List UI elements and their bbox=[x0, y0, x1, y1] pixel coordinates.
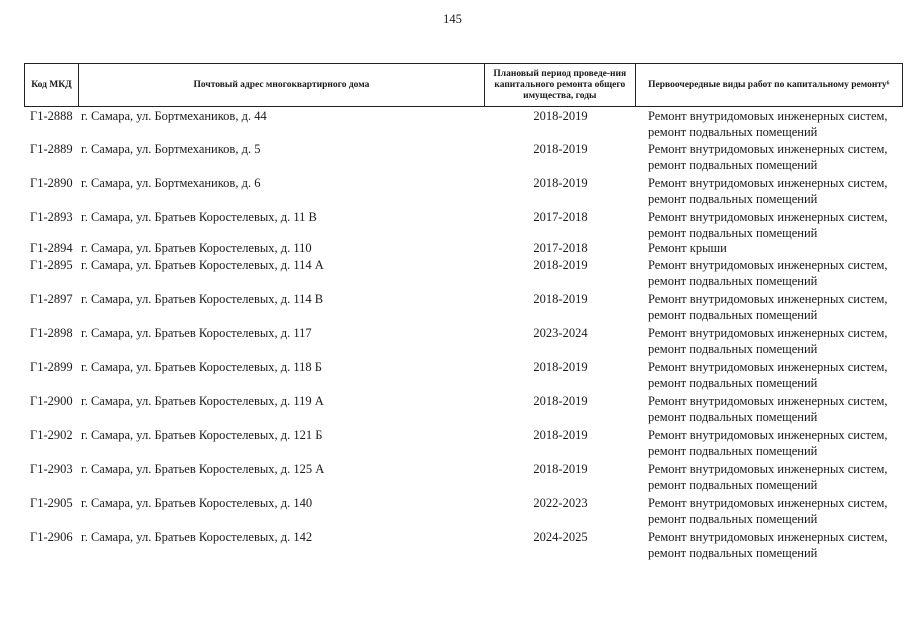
row-code: Г1-2905 bbox=[30, 496, 73, 510]
row-works-line: Ремонт внутридомовых инженерных систем, bbox=[648, 360, 888, 374]
row-works-line: ремонт подвальных помещений bbox=[648, 192, 818, 206]
row-works-line: ремонт подвальных помещений bbox=[648, 546, 818, 560]
row-code: Г1-2902 bbox=[30, 428, 73, 442]
row-period: 2018-2019 bbox=[533, 428, 588, 442]
row-address: г. Самара, ул. Бортмехаников, д. 5 bbox=[81, 142, 261, 156]
row-works-line: Ремонт внутридомовых инженерных систем, bbox=[648, 142, 888, 156]
row-works-line: ремонт подвальных помещений bbox=[648, 274, 818, 288]
row-address: г. Самара, ул. Братьев Коростелевых, д. 11 В bbox=[81, 210, 317, 224]
row-works-line: ремонт подвальных помещений bbox=[648, 444, 818, 458]
row-address: г. Самара, ул. Братьев Коростелевых, д. 114 А bbox=[81, 258, 324, 272]
row-works-line: Ремонт внутридомовых инженерных систем, bbox=[648, 176, 888, 190]
row-works-line: Ремонт внутридомовых инженерных систем, bbox=[648, 462, 888, 476]
row-code: Г1-2894 bbox=[30, 241, 73, 255]
table-header bbox=[24, 63, 903, 107]
row-works bbox=[648, 291, 903, 323]
row-works-line: Ремонт внутридомовых инженерных систем, bbox=[648, 109, 888, 123]
row-works bbox=[648, 529, 903, 561]
row-works-line: Ремонт внутридомовых инженерных систем, bbox=[648, 428, 888, 442]
header-period: Плановый период проведе-ния капитального ремонта общего имущества, годы bbox=[485, 64, 636, 106]
row-works-line: ремонт подвальных помещений bbox=[648, 342, 818, 356]
header-works: Первоочередные виды работ по капитальному ремонту⁶ bbox=[648, 79, 890, 90]
row-address: г. Самара, ул. Бортмехаников, д. 6 bbox=[81, 176, 261, 190]
header-address: Почтовый адрес многоквартирного дома bbox=[79, 64, 485, 106]
row-works bbox=[648, 461, 903, 493]
row-code: Г1-2898 bbox=[30, 326, 73, 340]
row-period: 2022-2023 bbox=[533, 496, 588, 510]
row-code: Г1-2895 bbox=[30, 258, 73, 272]
row-works bbox=[648, 108, 903, 140]
row-works bbox=[648, 209, 903, 241]
row-address: г. Самара, ул. Братьев Коростелевых, д. 142 bbox=[81, 530, 313, 544]
row-period: 2017-2018 bbox=[533, 241, 588, 255]
row-code: Г1-2899 bbox=[30, 360, 73, 374]
row-works-line: Ремонт внутридомовых инженерных систем, bbox=[648, 326, 888, 340]
header-code: Код МКД bbox=[25, 64, 79, 106]
row-works-line: Ремонт крыши bbox=[648, 241, 727, 255]
row-works-line: ремонт подвальных помещений bbox=[648, 158, 818, 172]
row-code: Г1-2889 bbox=[30, 142, 73, 156]
row-code: Г1-2900 bbox=[30, 394, 73, 408]
row-address: г. Самара, ул. Братьев Коростелевых, д. 117 bbox=[81, 326, 312, 340]
row-code: Г1-2893 bbox=[30, 210, 73, 224]
page-number: 145 bbox=[443, 12, 462, 26]
row-address: г. Самара, ул. Братьев Коростелевых, д. 125 А bbox=[81, 462, 325, 476]
row-code: Г1-2888 bbox=[30, 109, 73, 123]
row-works bbox=[648, 240, 903, 256]
row-works-line: ремонт подвальных помещений bbox=[648, 125, 818, 139]
row-address: г. Самара, ул. Братьев Коростелевых, д. 121 Б bbox=[81, 428, 323, 442]
row-works-line: ремонт подвальных помещений bbox=[648, 308, 818, 322]
row-address: г. Самара, ул. Братьев Коростелевых, д. 114 В bbox=[81, 292, 324, 306]
row-period: 2018-2019 bbox=[533, 142, 588, 156]
row-works-line: ремонт подвальных помещений bbox=[648, 478, 818, 492]
row-address: г. Самара, ул. Братьев Коростелевых, д. 119 А bbox=[81, 394, 324, 408]
row-works-line: ремонт подвальных помещений bbox=[648, 512, 818, 526]
row-period: 2024-2025 bbox=[533, 530, 588, 544]
row-address: г. Самара, ул. Бортмехаников, д. 44 bbox=[81, 109, 267, 123]
row-code: Г1-2903 bbox=[30, 462, 73, 476]
row-code: Г1-2890 bbox=[30, 176, 73, 190]
row-period: 2023-2024 bbox=[533, 326, 588, 340]
row-works-line: Ремонт внутридомовых инженерных систем, bbox=[648, 530, 888, 544]
row-works-line: ремонт подвальных помещений bbox=[648, 376, 818, 390]
row-works-line: Ремонт внутридомовых инженерных систем, bbox=[648, 292, 888, 306]
row-period: 2018-2019 bbox=[533, 176, 588, 190]
row-works-line: Ремонт внутридомовых инженерных систем, bbox=[648, 258, 888, 272]
row-period: 2018-2019 bbox=[533, 394, 588, 408]
row-address: г. Самара, ул. Братьев Коростелевых, д. 110 bbox=[81, 241, 312, 255]
row-works-line: Ремонт внутридомовых инженерных систем, bbox=[648, 210, 888, 224]
row-works bbox=[648, 257, 903, 289]
row-code: Г1-2906 bbox=[30, 530, 73, 544]
row-works bbox=[648, 325, 903, 357]
row-period: 2018-2019 bbox=[533, 258, 588, 272]
row-code: Г1-2897 bbox=[30, 292, 73, 306]
row-works bbox=[648, 495, 903, 527]
row-period: 2017-2018 bbox=[533, 210, 588, 224]
row-works bbox=[648, 359, 903, 391]
row-address: г. Самара, ул. Братьев Коростелевых, д. 118 Б bbox=[81, 360, 322, 374]
row-period: 2018-2019 bbox=[533, 109, 588, 123]
row-works bbox=[648, 427, 903, 459]
row-period: 2018-2019 bbox=[533, 360, 588, 374]
row-works-line: Ремонт внутридомовых инженерных систем, bbox=[648, 394, 888, 408]
row-works-line: ремонт подвальных помещений bbox=[648, 226, 818, 240]
row-period: 2018-2019 bbox=[533, 292, 588, 306]
row-works-line: Ремонт внутридомовых инженерных систем, bbox=[648, 496, 888, 510]
row-works bbox=[648, 175, 903, 207]
row-works bbox=[648, 141, 903, 173]
row-address: г. Самара, ул. Братьев Коростелевых, д. 140 bbox=[81, 496, 313, 510]
row-works-line: ремонт подвальных помещений bbox=[648, 410, 818, 424]
row-works bbox=[648, 393, 903, 425]
row-period: 2018-2019 bbox=[533, 462, 588, 476]
